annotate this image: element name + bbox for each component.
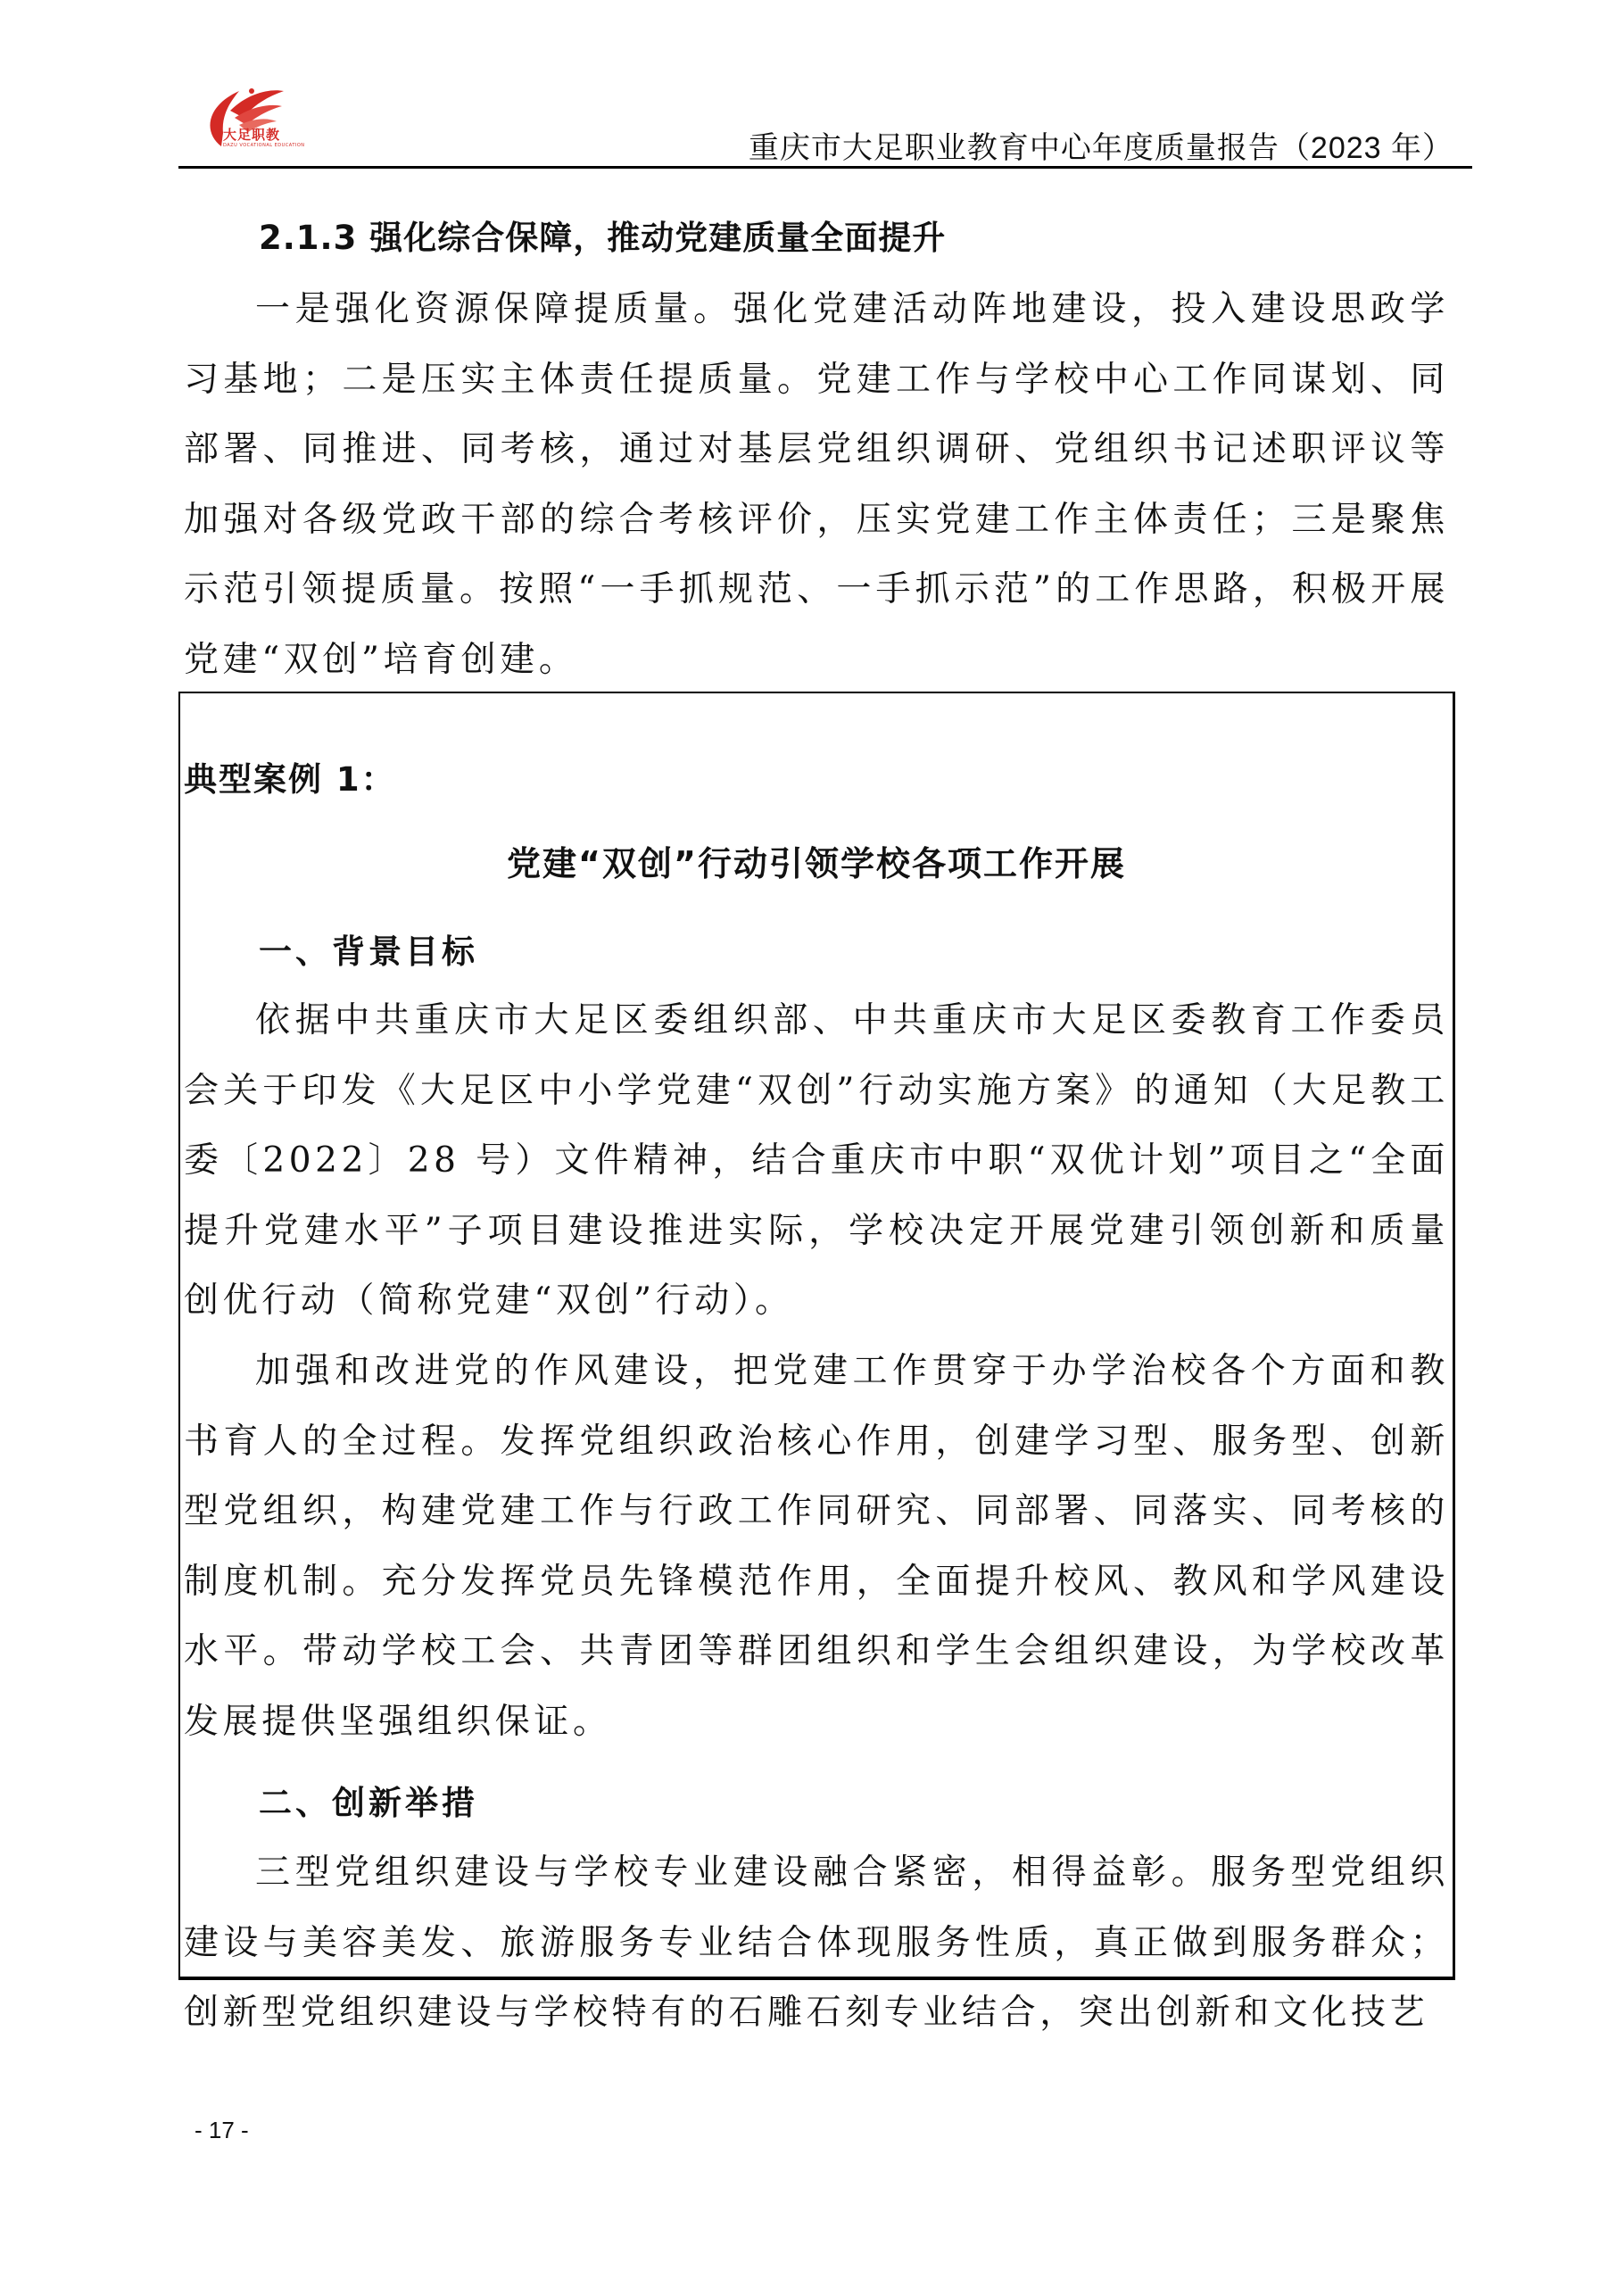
case-section-heading: 一、背景目标 xyxy=(259,932,478,971)
section-heading: 2.1.3 强化综合保障，推动党建质量全面提升 xyxy=(259,219,947,257)
logo-text: 大足职教 xyxy=(223,127,281,143)
case-section-heading: 二、创新举措 xyxy=(259,1784,478,1822)
case-title: 党建“双创”行动引领学校各项工作开展 xyxy=(507,844,1126,883)
report-title: 重庆市大足职业教育中心年度质量报告（2023 年） xyxy=(748,131,1453,165)
logo-subtext: DAZU VOCATIONAL EDUCATION xyxy=(223,143,305,148)
case-paragraph: 三型党组织建设与学校专业建设融合紧密，相得益彰。服务型党组织建设与美容美发、旅游服务专业结合体现服务性质，真正做到服务群众；创新型党组织建设与学校特有的石雕石刻专业结合，突出创新和文化技艺 xyxy=(184,1853,1449,2033)
section-paragraph: 一是强化资源保障提质量。强化党建活动阵地建设，投入建设思政学习基地；二是压实主体责任提质量。党建工作与学校中心工作同谋划、同部署、同推进、同考核，通过对基层党组织调研、党组织书记述职评议等加强对各级党政干部的综合考核评价，压实党建工作主体责任；三是聚焦示范引领提质量。按照“一手抓规范、一手抓示范”的工作思路，积极开展党建“双创”培育创建。 xyxy=(184,289,1449,680)
case-paragraph: 依据中共重庆市大足区委组织部、中共重庆市大足区委教育工作委员会关于印发《大足区中小学党建“双创”行动实施方案》的通知（大足教工委〔2022〕28 号）文件精神，结合重庆市中职“双优计划”项目之“全面提升党建水平”子项目建设推进实际，学校决定开展党建引领创新和质量创优行动（简称党建“双创”行动）。 xyxy=(184,1000,1449,1321)
case-label: 典型案例 1： xyxy=(184,760,396,799)
header-divider xyxy=(178,166,1472,169)
page-number: - 17 - xyxy=(195,2117,249,2143)
case-paragraph: 加强和改进党的作风建设，把党建工作贯穿于办学治校各个方面和教书育人的全过程。发挥党组织政治核心作用，创建学习型、服务型、创新型党组织，构建党建工作与行政工作同研究、同部署、同落实、同考核的制度机制。充分发挥党员先锋模范作用，全面提升校风、教风和学风建设水平。带动学校工会、共青团等群团组织和学生会组织建设，为学校改革发展提供坚强组织保证。 xyxy=(184,1351,1449,1742)
